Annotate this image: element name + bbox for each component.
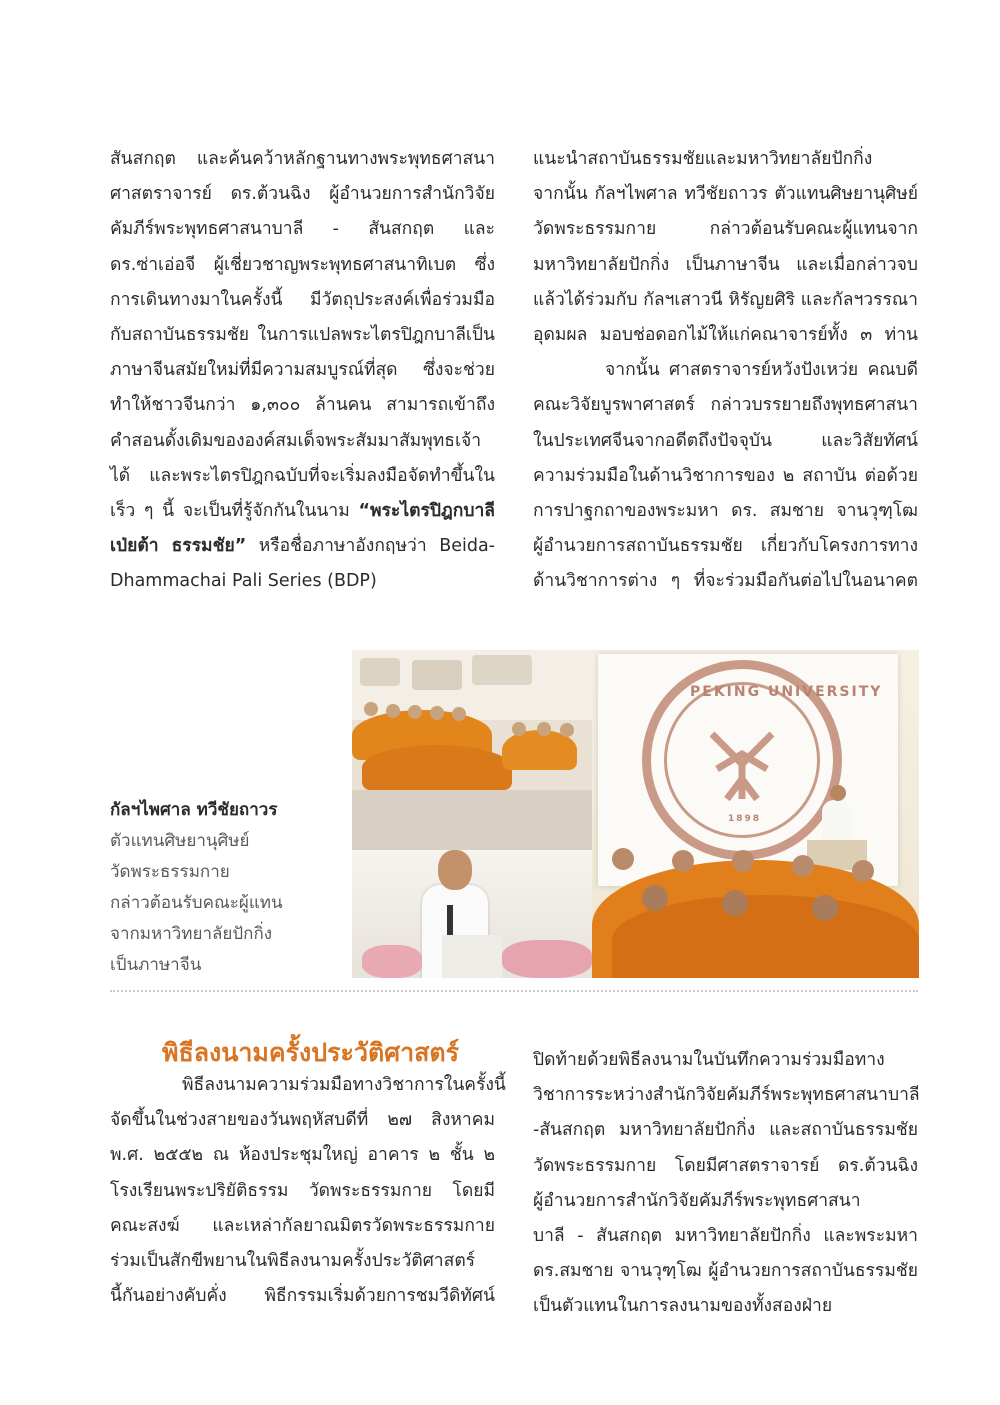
speaker-inset-photo (352, 850, 592, 978)
dotted-divider (110, 990, 918, 992)
paragraph-line: คำสอนดั้งเดิมขององค์สมเด็จพระสัมมาสัมพุทธเจ้า (110, 430, 482, 451)
caption-line: กล่าวต้อนรับคณะผู้แทน (110, 893, 283, 913)
projection-screen: PEKING UNIVERSITY 1898 (598, 654, 898, 886)
caption-line: จากมหาวิทยาลัยปักกิ่ง (110, 924, 273, 944)
paragraph-line: วัดพระธรรมกาย กล่าวต้อนรับคณะผู้แทนจาก (533, 219, 918, 240)
paragraph-line: จากนั้น ศาสตราจารย์หวังปังเหว่ย คณบดี (605, 360, 918, 381)
paragraph-line (110, 529, 495, 564)
paragraph-line: พิธีลงนามความร่วมมือทางวิชาการในครั้งนี้ (182, 1075, 506, 1095)
seal-emblem-icon (702, 724, 782, 804)
paragraph-line: แล้วได้ร่วมกับ กัลฯเสาวนี หิรัญยศิริ และกัลฯวรรณา (533, 289, 918, 310)
paragraph-line: คัมภีร์พระพุทธศาสนาบาลี - สันสกฤต และ (110, 219, 495, 240)
paragraph-line: คณะวิจัยบูรพาศาสตร์ กล่าวบรรยายถึงพุทธศาสนา (533, 395, 918, 416)
paragraph-line (110, 494, 495, 529)
paragraph-line: วัดพระธรรมกาย โดยมีศาสตราจารย์ ดร.ต้วนฉิง (533, 1155, 918, 1176)
paragraph-line: ปิดท้ายด้วยพิธีลงนามในบันทึกความร่วมมือทาง (533, 1050, 885, 1070)
caption-line: วัดพระธรรมกาย (110, 862, 230, 882)
paragraph-line: ด้านวิชาการต่าง ๆ ที่จะร่วมมือกันต่อไปในอนาคต (533, 571, 918, 592)
paragraph-line: ร่วมเป็นสักขีพยานในพิธีลงนามครั้งประวัติศาสตร์ (110, 1251, 476, 1272)
paragraph-line: ดร.สมชาย จานวุฑฺโฒ ผู้อำนวยการสถาบันธรรมชัย (533, 1261, 918, 1282)
caption-line: ตัวแทนศิษยานุศิษย์ (110, 831, 250, 851)
paragraph-line: ผู้อำนวยการสถาบันธรรมชัย เกี่ยวกับโครงการทาง (533, 536, 918, 557)
line-text: หรือชื่อภาษาอังกฤษว่า Beida- (246, 536, 495, 557)
photo-caption (110, 795, 340, 981)
monks-seated-photo (352, 650, 592, 850)
paragraph-line: เป็นตัวแทนในการลงนามของทั้งสองฝ่าย (533, 1296, 833, 1317)
paragraph-line: บาลี - สันสกฤต มหาวิทยาลัยปักกิ่ง และพระมหา (533, 1226, 918, 1247)
line-text: เร็ว ๆ นี้ จะเป็นที่รู้จักกันในนาม (110, 501, 359, 522)
paragraph-line: สันสกฤต และค้นคว้าหลักฐานทางพระพุทธศาสนา (110, 149, 495, 169)
paragraph-line: วิชาการระหว่างสำนักวิจัยคัมภีร์พระพุทธศาสนาบาลี (533, 1085, 920, 1106)
paragraph-line: Dhammachai Pali Series (BDP) (110, 571, 377, 592)
paragraph-line: โรงเรียนพระปริยัติธรรม วัดพระธรรมกาย โดยมี (110, 1180, 495, 1201)
paragraph-line: -สันสกฤต มหาวิทยาลัยปักกิ่ง และสถาบันธรรมชัย (533, 1120, 918, 1141)
paragraph-line: พ.ศ. ๒๕๕๒ ณ ห้องประชุมใหญ่ อาคาร ๒ ชั้น ๒ (110, 1145, 495, 1166)
paragraph-line: มหาวิทยาลัยปักกิ่ง เป็นภาษาจีน และเมื่อกล่าวจบ (533, 254, 918, 275)
article-column-4 (533, 1043, 918, 1325)
lecture-hall-photo (592, 650, 919, 978)
caption-title: กัลฯไพศาล ทวีชัยถาวร (110, 800, 278, 820)
paragraph-line: อุดมผล มอบช่อดอกไม้ให้แก่คณาจารย์ทั้ง ๓ ท่าน (533, 325, 918, 346)
seal-text: PEKING UNIVERSITY (690, 684, 883, 700)
paragraph-line: การปาฐกถาของพระมหา ดร. สมชาย จานวุฑฺโฒ (533, 501, 918, 522)
paragraph-line: กับสถาบันธรรมชัย ในการแปลพระไตรปิฎกบาลีเป็น (110, 325, 495, 346)
paragraph-line: ผู้อำนวยการสำนักวิจัยคัมภีร์พระพุทธศาสนา (533, 1190, 861, 1211)
paragraph-line: ศาสตราจารย์ ดร.ต้วนฉิง ผู้อำนวยการสำนักวิจัย (110, 184, 495, 205)
paragraph-line: ภาษาจีนสมัยใหม่ที่มีความสมบูรณ์ที่สุด ซึ่งจะช่วย (110, 360, 495, 381)
paragraph-line: แนะนำสถาบันธรรมชัยและมหาวิทยาลัยปักกิ่ง (533, 149, 873, 169)
caption-line: เป็นภาษาจีน (110, 955, 202, 975)
article-column-2 (533, 142, 918, 600)
section-heading: พิธีลงนามครั้งประวัติศาสตร์ (162, 1038, 460, 1067)
paragraph-line: จากนั้น กัลฯไพศาล ทวีชัยถาวร ตัวแทนศิษยานุศิษย์ (533, 184, 918, 205)
article-column-1 (110, 142, 495, 600)
paragraph-line: ได้ และพระไตรปิฎกฉบับที่จะเริ่มลงมือจัดทำขึ้นใน (110, 465, 495, 486)
paragraph-line: ในประเทศจีนจากอดีตถึงปัจจุบัน และวิสัยทัศน์ (533, 430, 918, 451)
paragraph-line: ความร่วมมือในด้านวิชาการของ ๒ สถาบัน ต่อด้วย (533, 465, 918, 486)
tripitaka-title-part1: “พระไตรปิฎกบาลี (358, 501, 495, 522)
tripitaka-title-part2: เป่ยต้า ธรรมชัย” (110, 536, 247, 557)
paragraph-line: ดร.ซ่าเอ่อจี ผู้เชี่ยวชาญพระพุทธศาสนาทิเบต ซึ่ง (110, 254, 495, 275)
paragraph-line: นี้กันอย่างคับคั่ง พิธีกรรมเริ่มด้วยการชมวีดิทัศน์ (110, 1286, 495, 1307)
article-column-3 (110, 1068, 506, 1314)
paragraph-line: จัดขึ้นในช่วงสายของวันพฤหัสบดีที่ ๒๗ สิงหาคม (110, 1110, 495, 1131)
event-photo (352, 650, 919, 978)
paragraph-line: ทำให้ชาวจีนกว่า ๑,๓๐๐ ล้านคน สามารถเข้าถึง (110, 395, 495, 416)
paragraph-line: คณะสงฆ์ และเหล่ากัลยาณมิตรวัดพระธรรมกาย (110, 1215, 495, 1236)
paragraph-line: การเดินทางมาในครั้งนี้ มีวัตถุประสงค์เพื่อร่วมมือ (110, 289, 495, 310)
